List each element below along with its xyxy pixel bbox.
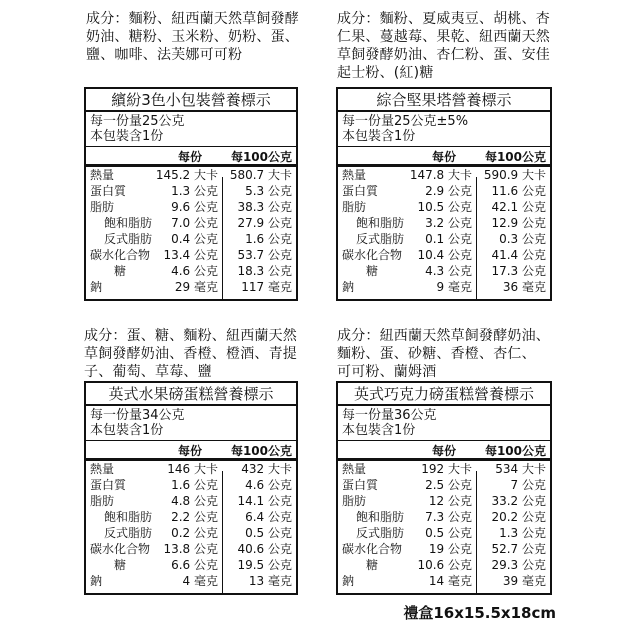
per-serving-value: 29 毫克 <box>174 280 218 294</box>
ingredients-line: 成分：麵粉、紐西蘭天然草飼發酵 <box>86 11 299 27</box>
nutrient-label: 反式脂肪 <box>356 232 405 246</box>
panel-title: 綜合堅果塔營養標示 <box>338 89 550 112</box>
nutrient-row <box>338 215 550 231</box>
nutrient-label: 鈉 <box>342 574 355 588</box>
per-serving-value: 192 大卡 <box>421 462 472 476</box>
nutrient-row <box>338 231 550 247</box>
nutrient-row <box>86 541 296 557</box>
nutrient-label: 蛋白質 <box>90 184 127 198</box>
nutrient-rows <box>338 167 550 295</box>
per-serving-value: 4 毫克 <box>182 574 218 588</box>
column-divider <box>222 177 223 299</box>
nutrient-label: 反式脂肪 <box>104 526 153 540</box>
per-100g-value: 29.3 公克 <box>491 558 546 572</box>
per-serving-value: 145.2 大卡 <box>155 168 218 182</box>
serving-info <box>86 112 296 147</box>
serving-size: 每一份量34公克 <box>90 408 185 423</box>
per-serving-value: 2.2 公克 <box>171 510 218 524</box>
nutrient-label: 蛋白質 <box>342 478 379 492</box>
per-100g-value: 4.6 公克 <box>245 478 292 492</box>
nutrient-label: 碳水化合物 <box>90 542 151 556</box>
panel-title: 英式巧克力磅蛋糕營養標示 <box>338 383 550 406</box>
per-100g-value: 0.5 公克 <box>245 526 292 540</box>
nutrient-label: 飽和脂肪 <box>104 510 153 524</box>
servings-per-pack: 本包裝含1份 <box>90 129 164 144</box>
per-serving-value: 3.2 公克 <box>425 216 472 230</box>
nutrient-label: 脂肪 <box>90 200 115 214</box>
ingredients-line: 子、葡萄、草莓、鹽 <box>84 364 212 380</box>
per-serving-value: 10.4 公克 <box>417 248 472 262</box>
per-100g-value: 580.7 大卡 <box>229 168 292 182</box>
per-serving-value: 10.5 公克 <box>417 200 472 214</box>
gift-box-size: 禮盒16x15.5x18cm <box>403 604 556 622</box>
nutrient-row <box>338 461 550 477</box>
nutrient-row <box>338 183 550 199</box>
nutrient-label: 飽和脂肪 <box>104 216 153 230</box>
nutrition-panel-fruit-pound-cake <box>84 381 298 595</box>
panel-title: 英式水果磅蛋糕營養標示 <box>86 383 296 406</box>
nutrient-label: 脂肪 <box>342 494 367 508</box>
column-header <box>86 147 296 167</box>
header-per-100g: 每100公克 <box>484 444 546 458</box>
per-100g-value: 17.3 公克 <box>491 264 546 278</box>
per-serving-value: 9.6 公克 <box>171 200 218 214</box>
nutrient-row <box>86 263 296 279</box>
per-100g-value: 590.9 大卡 <box>483 168 546 182</box>
nutrient-label: 鈉 <box>90 574 103 588</box>
per-serving-value: 6.6 公克 <box>171 558 218 572</box>
per-100g-value: 20.2 公克 <box>491 510 546 524</box>
nutrient-rows <box>86 167 296 295</box>
header-per-100g: 每100公克 <box>230 150 292 164</box>
header-per-100g: 每100公克 <box>484 150 546 164</box>
per-serving-value: 0.4 公克 <box>171 232 218 246</box>
servings-per-pack: 本包裝含1份 <box>342 129 416 144</box>
per-serving-value: 0.5 公克 <box>425 526 472 540</box>
header-per-serving: 每份 <box>177 444 202 458</box>
per-serving-value: 14 毫克 <box>428 574 472 588</box>
nutrient-row <box>338 199 550 215</box>
nutrient-label: 反式脂肪 <box>356 526 405 540</box>
nutrient-row <box>86 231 296 247</box>
ingredients-line: 成分：蛋、糖、麵粉、紐西蘭天然 <box>84 328 297 344</box>
per-serving-value: 4.6 公克 <box>171 264 218 278</box>
serving-size: 每一份量25公克±5% <box>342 114 469 129</box>
per-100g-value: 7 公克 <box>510 478 546 492</box>
panel-title: 繽紛3色小包裝營養標示 <box>86 89 296 112</box>
nutrient-label: 熱量 <box>342 462 367 476</box>
nutrient-row <box>86 279 296 295</box>
nutrient-row <box>86 477 296 493</box>
nutrient-row <box>86 461 296 477</box>
per-100g-value: 33.2 公克 <box>491 494 546 508</box>
per-100g-value: 42.1 公克 <box>491 200 546 214</box>
column-divider <box>476 177 477 299</box>
ingredients-top-right <box>337 10 550 82</box>
nutrient-row <box>338 493 550 509</box>
ingredients-line: 鹽、咖啡、法芙娜可可粉 <box>86 47 243 63</box>
nutrient-label: 反式脂肪 <box>104 232 153 246</box>
per-serving-value: 12 公克 <box>428 494 472 508</box>
column-divider <box>476 471 477 593</box>
nutrient-label: 糖 <box>366 558 379 572</box>
per-100g-value: 14.1 公克 <box>237 494 292 508</box>
column-header <box>338 441 550 461</box>
per-serving-value: 13.4 公克 <box>163 248 218 262</box>
servings-per-pack: 本包裝含1份 <box>342 423 416 438</box>
ingredients-line: 麵粉、蛋、砂糖、香橙、杏仁、 <box>337 346 536 362</box>
per-serving-value: 9 毫克 <box>436 280 472 294</box>
ingredients-line: 仁果、蔓越莓、果乾、紐西蘭天然 <box>337 29 550 45</box>
nutrient-label: 糖 <box>366 264 379 278</box>
nutrient-label: 脂肪 <box>342 200 367 214</box>
per-100g-value: 27.9 公克 <box>237 216 292 230</box>
nutrient-label: 糖 <box>114 264 127 278</box>
nutrient-label: 飽和脂肪 <box>356 510 405 524</box>
nutrient-row <box>338 573 550 589</box>
serving-size: 每一份量25公克 <box>90 114 185 129</box>
nutrient-label: 蛋白質 <box>342 184 379 198</box>
serving-info <box>338 112 550 147</box>
per-100g-value: 41.4 公克 <box>491 248 546 262</box>
per-serving-value: 0.1 公克 <box>425 232 472 246</box>
per-100g-value: 534 大卡 <box>495 462 546 476</box>
nutrient-label: 糖 <box>114 558 127 572</box>
ingredients-line: 成分：麵粉、夏威夷豆、胡桃、杏 <box>337 11 550 27</box>
per-serving-value: 146 大卡 <box>167 462 218 476</box>
per-100g-value: 18.3 公克 <box>237 264 292 278</box>
nutrient-row <box>86 167 296 183</box>
serving-info <box>338 406 550 441</box>
nutrient-rows <box>86 461 296 589</box>
per-100g-value: 1.6 公克 <box>245 232 292 246</box>
per-100g-value: 117 毫克 <box>241 280 292 294</box>
nutrient-label: 熱量 <box>90 462 115 476</box>
ingredients-top-left <box>86 10 299 64</box>
nutrient-label: 鈉 <box>90 280 103 294</box>
per-serving-value: 2.5 公克 <box>425 478 472 492</box>
nutrient-row <box>338 509 550 525</box>
per-100g-value: 52.7 公克 <box>491 542 546 556</box>
nutrient-label: 碳水化合物 <box>342 542 403 556</box>
ingredients-line: 成分：紐西蘭天然草飼發酵奶油、 <box>337 328 550 344</box>
ingredients-bottom-right <box>337 327 550 381</box>
per-100g-value: 12.9 公克 <box>491 216 546 230</box>
per-serving-value: 4.8 公克 <box>171 494 218 508</box>
nutrient-row <box>86 509 296 525</box>
nutrient-label: 熱量 <box>90 168 115 182</box>
ingredients-line: 起士粉、(紅)糖 <box>337 65 434 81</box>
per-100g-value: 13 毫克 <box>248 574 292 588</box>
per-100g-value: 11.6 公克 <box>491 184 546 198</box>
nutrient-label: 碳水化合物 <box>342 248 403 262</box>
header-per-100g: 每100公克 <box>230 444 292 458</box>
per-serving-value: 147.8 大卡 <box>409 168 472 182</box>
per-serving-value: 19 公克 <box>428 542 472 556</box>
column-header <box>338 147 550 167</box>
nutrient-row <box>86 183 296 199</box>
nutrient-row <box>86 525 296 541</box>
per-100g-value: 53.7 公克 <box>237 248 292 262</box>
nutrient-label: 脂肪 <box>90 494 115 508</box>
per-100g-value: 0.3 公克 <box>499 232 546 246</box>
nutrient-row <box>86 573 296 589</box>
column-header <box>86 441 296 461</box>
per-serving-value: 13.8 公克 <box>163 542 218 556</box>
servings-per-pack: 本包裝含1份 <box>90 423 164 438</box>
nutrient-row <box>338 477 550 493</box>
nutrition-panel-chocolate-pound-cake <box>336 381 552 595</box>
per-serving-value: 0.2 公克 <box>171 526 218 540</box>
nutrient-row <box>338 541 550 557</box>
nutrient-row <box>338 263 550 279</box>
per-100g-value: 39 毫克 <box>502 574 546 588</box>
nutrient-label: 蛋白質 <box>90 478 127 492</box>
nutrition-panel-assorted-3-color <box>84 87 298 301</box>
per-100g-value: 36 毫克 <box>502 280 546 294</box>
per-100g-value: 5.3 公克 <box>245 184 292 198</box>
nutrient-row <box>86 215 296 231</box>
per-serving-value: 2.9 公克 <box>425 184 472 198</box>
nutrient-label: 飽和脂肪 <box>356 216 405 230</box>
per-100g-value: 19.5 公克 <box>237 558 292 572</box>
per-serving-value: 10.6 公克 <box>417 558 472 572</box>
ingredients-bottom-left <box>84 327 297 381</box>
nutrient-label: 熱量 <box>342 168 367 182</box>
nutrient-row <box>338 167 550 183</box>
per-100g-value: 1.3 公克 <box>499 526 546 540</box>
nutrient-row <box>86 493 296 509</box>
per-100g-value: 6.4 公克 <box>245 510 292 524</box>
ingredients-line: 奶油、糖粉、玉米粉、奶粉、蛋、 <box>86 29 299 45</box>
ingredients-line: 草飼發酵奶油、香橙、橙酒、青提 <box>84 346 297 362</box>
nutrient-row <box>86 247 296 263</box>
header-per-serving: 每份 <box>431 150 456 164</box>
nutrient-row <box>338 557 550 573</box>
per-serving-value: 1.3 公克 <box>171 184 218 198</box>
nutrient-row <box>86 557 296 573</box>
nutrient-row <box>86 199 296 215</box>
header-per-serving: 每份 <box>177 150 202 164</box>
per-100g-value: 38.3 公克 <box>237 200 292 214</box>
nutrient-row <box>338 247 550 263</box>
nutrient-row <box>338 525 550 541</box>
nutrient-label: 碳水化合物 <box>90 248 151 262</box>
nutrient-label: 鈉 <box>342 280 355 294</box>
per-100g-value: 432 大卡 <box>241 462 292 476</box>
per-serving-value: 7.0 公克 <box>171 216 218 230</box>
column-divider <box>222 471 223 593</box>
per-serving-value: 4.3 公克 <box>425 264 472 278</box>
serving-info <box>86 406 296 441</box>
nutrition-panel-mixed-nut-tart <box>336 87 552 301</box>
per-100g-value: 40.6 公克 <box>237 542 292 556</box>
ingredients-line: 可可粉、蘭姆酒 <box>337 364 437 380</box>
serving-size: 每一份量36公克 <box>342 408 437 423</box>
per-serving-value: 7.3 公克 <box>425 510 472 524</box>
per-serving-value: 1.6 公克 <box>171 478 218 492</box>
nutrient-row <box>338 279 550 295</box>
nutrient-rows <box>338 461 550 589</box>
ingredients-line: 草飼發酵奶油、杏仁粉、蛋、安佳 <box>337 47 550 63</box>
header-per-serving: 每份 <box>431 444 456 458</box>
